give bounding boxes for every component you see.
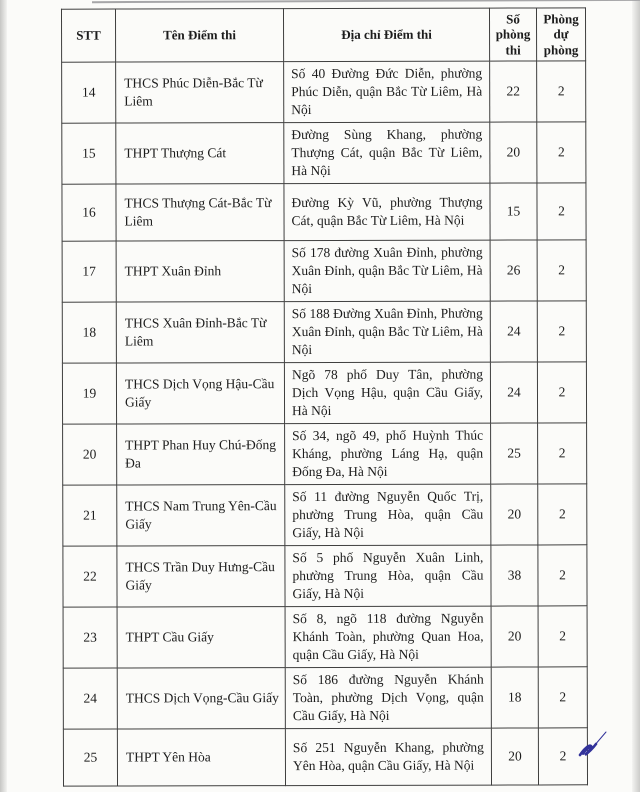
exam-site-name: THCS Dịch Vọng Hậu-Cầu Giấy <box>116 363 284 424</box>
table-row <box>62 240 586 302</box>
exam-site-address: Số 34, ngõ 49, phố Huỳnh Thúc Kháng, phường Láng Hạ, quận Đống Đa, Hà Nội <box>285 423 491 485</box>
exam-site-address: Số 186 đường Nguyễn Khánh Toàn, phường Dịch Vọng, quận Cầu Giấy, Hà Nội <box>285 667 491 729</box>
table-row <box>62 301 586 363</box>
scan-artifact-top-line <box>92 0 640 3</box>
row-number: 20 <box>63 424 117 485</box>
exam-room-count: 15 <box>490 183 537 240</box>
table-row <box>62 362 586 424</box>
col-header-room-count: Số phòng thi <box>489 8 536 61</box>
row-number: 17 <box>62 241 116 302</box>
page-edge-shadow-right <box>632 0 640 792</box>
backup-room-count: 2 <box>537 61 586 122</box>
pen-mark-icon <box>575 728 611 764</box>
table-row <box>62 122 586 184</box>
table-row <box>63 423 587 485</box>
exam-room-count: 24 <box>490 362 537 423</box>
exam-site-name: THPT Thượng Cát <box>116 123 284 184</box>
exam-site-address: Số 178 đường Xuân Đỉnh, phường Xuân Đỉnh, quận Bắc Từ Liêm, Hà Nội <box>284 240 490 302</box>
col-header-site-name: Tên Điểm thi <box>115 9 283 62</box>
backup-room-count: 2 <box>537 301 586 362</box>
backup-room-count: 2 <box>538 606 587 667</box>
row-number: 23 <box>63 607 117 668</box>
exam-site-address: Số 188 Đường Xuân Đỉnh, Phường Xuân Đỉnh, quận Bắc Từ Liêm, Hà Nội <box>284 301 490 363</box>
exam-site-name: THPT Phan Huy Chú-Đống Đa <box>117 424 285 485</box>
backup-room-count: 2 <box>538 728 587 785</box>
exam-room-count: 24 <box>490 301 537 362</box>
table-body <box>62 61 588 786</box>
exam-room-count: 25 <box>491 423 538 484</box>
exam-site-address: Ngõ 78 phố Duy Tân, phường Dịch Vọng Hậu, quận Cầu Giấy, Hà Nội <box>284 362 490 424</box>
backup-room-count: 2 <box>537 240 586 301</box>
backup-room-count: 2 <box>538 667 587 728</box>
table-row <box>63 667 587 729</box>
row-number: 14 <box>62 62 116 123</box>
backup-room-count: 2 <box>537 362 586 423</box>
exam-site-name: THCS Nam Trung Yên-Cầu Giấy <box>117 485 285 546</box>
backup-room-count: 2 <box>537 122 586 183</box>
backup-room-count: 2 <box>538 545 587 606</box>
row-number: 15 <box>62 123 116 184</box>
page-edge-shadow-left <box>0 0 7 792</box>
table-row <box>62 183 586 241</box>
row-number: 18 <box>62 302 116 363</box>
header-row <box>61 8 585 62</box>
exam-site-address: Đường Sùng Khang, phường Thượng Cát, quận Bắc Từ Liêm, Hà Nội <box>284 122 490 184</box>
exam-room-count: 20 <box>491 606 538 667</box>
col-header-site-address: Địa chỉ Điểm thi <box>283 8 489 62</box>
row-number: 22 <box>63 546 117 607</box>
exam-site-name: THCS Dịch Vọng-Cầu Giấy <box>117 668 285 729</box>
backup-room-count: 2 <box>538 423 587 484</box>
exam-site-address: Đường Kỳ Vũ, phường Thượng Cát, quận Bắc Từ Liêm, Hà Nội <box>284 183 490 241</box>
exam-sites-table <box>61 7 588 786</box>
row-number: 19 <box>62 363 116 424</box>
exam-site-name: THCS Trần Duy Hưng-Cầu Giấy <box>117 546 285 607</box>
exam-site-address: Số 251 Nguyễn Khang, phường Yên Hòa, quận Cầu Giấy, Hà Nội <box>285 728 491 786</box>
exam-site-name: THPT Xuân Đỉnh <box>116 241 284 302</box>
exam-room-count: 20 <box>491 728 538 785</box>
backup-room-count: 2 <box>538 484 587 545</box>
exam-room-count: 22 <box>490 61 537 122</box>
row-number: 21 <box>63 485 117 546</box>
table-row <box>63 728 587 786</box>
table-row <box>63 545 587 607</box>
exam-site-name: THPT Yên Hòa <box>117 729 285 786</box>
col-header-stt: STT <box>61 9 115 62</box>
exam-site-name: THPT Cầu Giấy <box>117 607 285 668</box>
exam-site-name: THCS Thượng Cát-Bắc Từ Liêm <box>116 184 284 241</box>
exam-room-count: 20 <box>491 484 538 545</box>
exam-site-address: Số 40 Đường Đức Diễn, phường Phúc Diễn, quận Bắc Từ Liêm, Hà Nội <box>284 61 490 123</box>
table-header <box>61 8 585 62</box>
exam-site-address: Số 5 phố Nguyễn Xuân Linh, phường Trung Hòa, quận Cầu Giấy, Hà Nội <box>285 545 491 607</box>
table-row <box>62 61 586 123</box>
table-row <box>63 484 587 546</box>
table-row <box>63 606 587 668</box>
exam-room-count: 38 <box>491 545 538 606</box>
exam-room-count: 20 <box>490 122 537 183</box>
exam-room-count: 18 <box>491 667 538 728</box>
col-header-backup-rooms: Phòng dự phòng <box>536 8 585 61</box>
exam-site-address: Số 8, ngõ 118 đường Nguyễn Khánh Toàn, phường Quan Hoa, quận Cầu Giấy, Hà Nội <box>285 606 491 668</box>
row-number: 16 <box>62 184 116 241</box>
exam-room-count: 26 <box>490 240 537 301</box>
row-number: 24 <box>63 668 117 729</box>
exam-site-name: THCS Phúc Diễn-Bắc Từ Liêm <box>116 62 284 123</box>
backup-room-count: 2 <box>537 183 586 240</box>
exam-site-name: THCS Xuân Đỉnh-Bắc Từ Liêm <box>116 302 284 363</box>
row-number: 25 <box>63 729 117 786</box>
exam-site-address: Số 11 đường Nguyễn Quốc Trị, phường Trung Hòa, quận Cầu Giấy, Hà Nội <box>285 484 491 546</box>
